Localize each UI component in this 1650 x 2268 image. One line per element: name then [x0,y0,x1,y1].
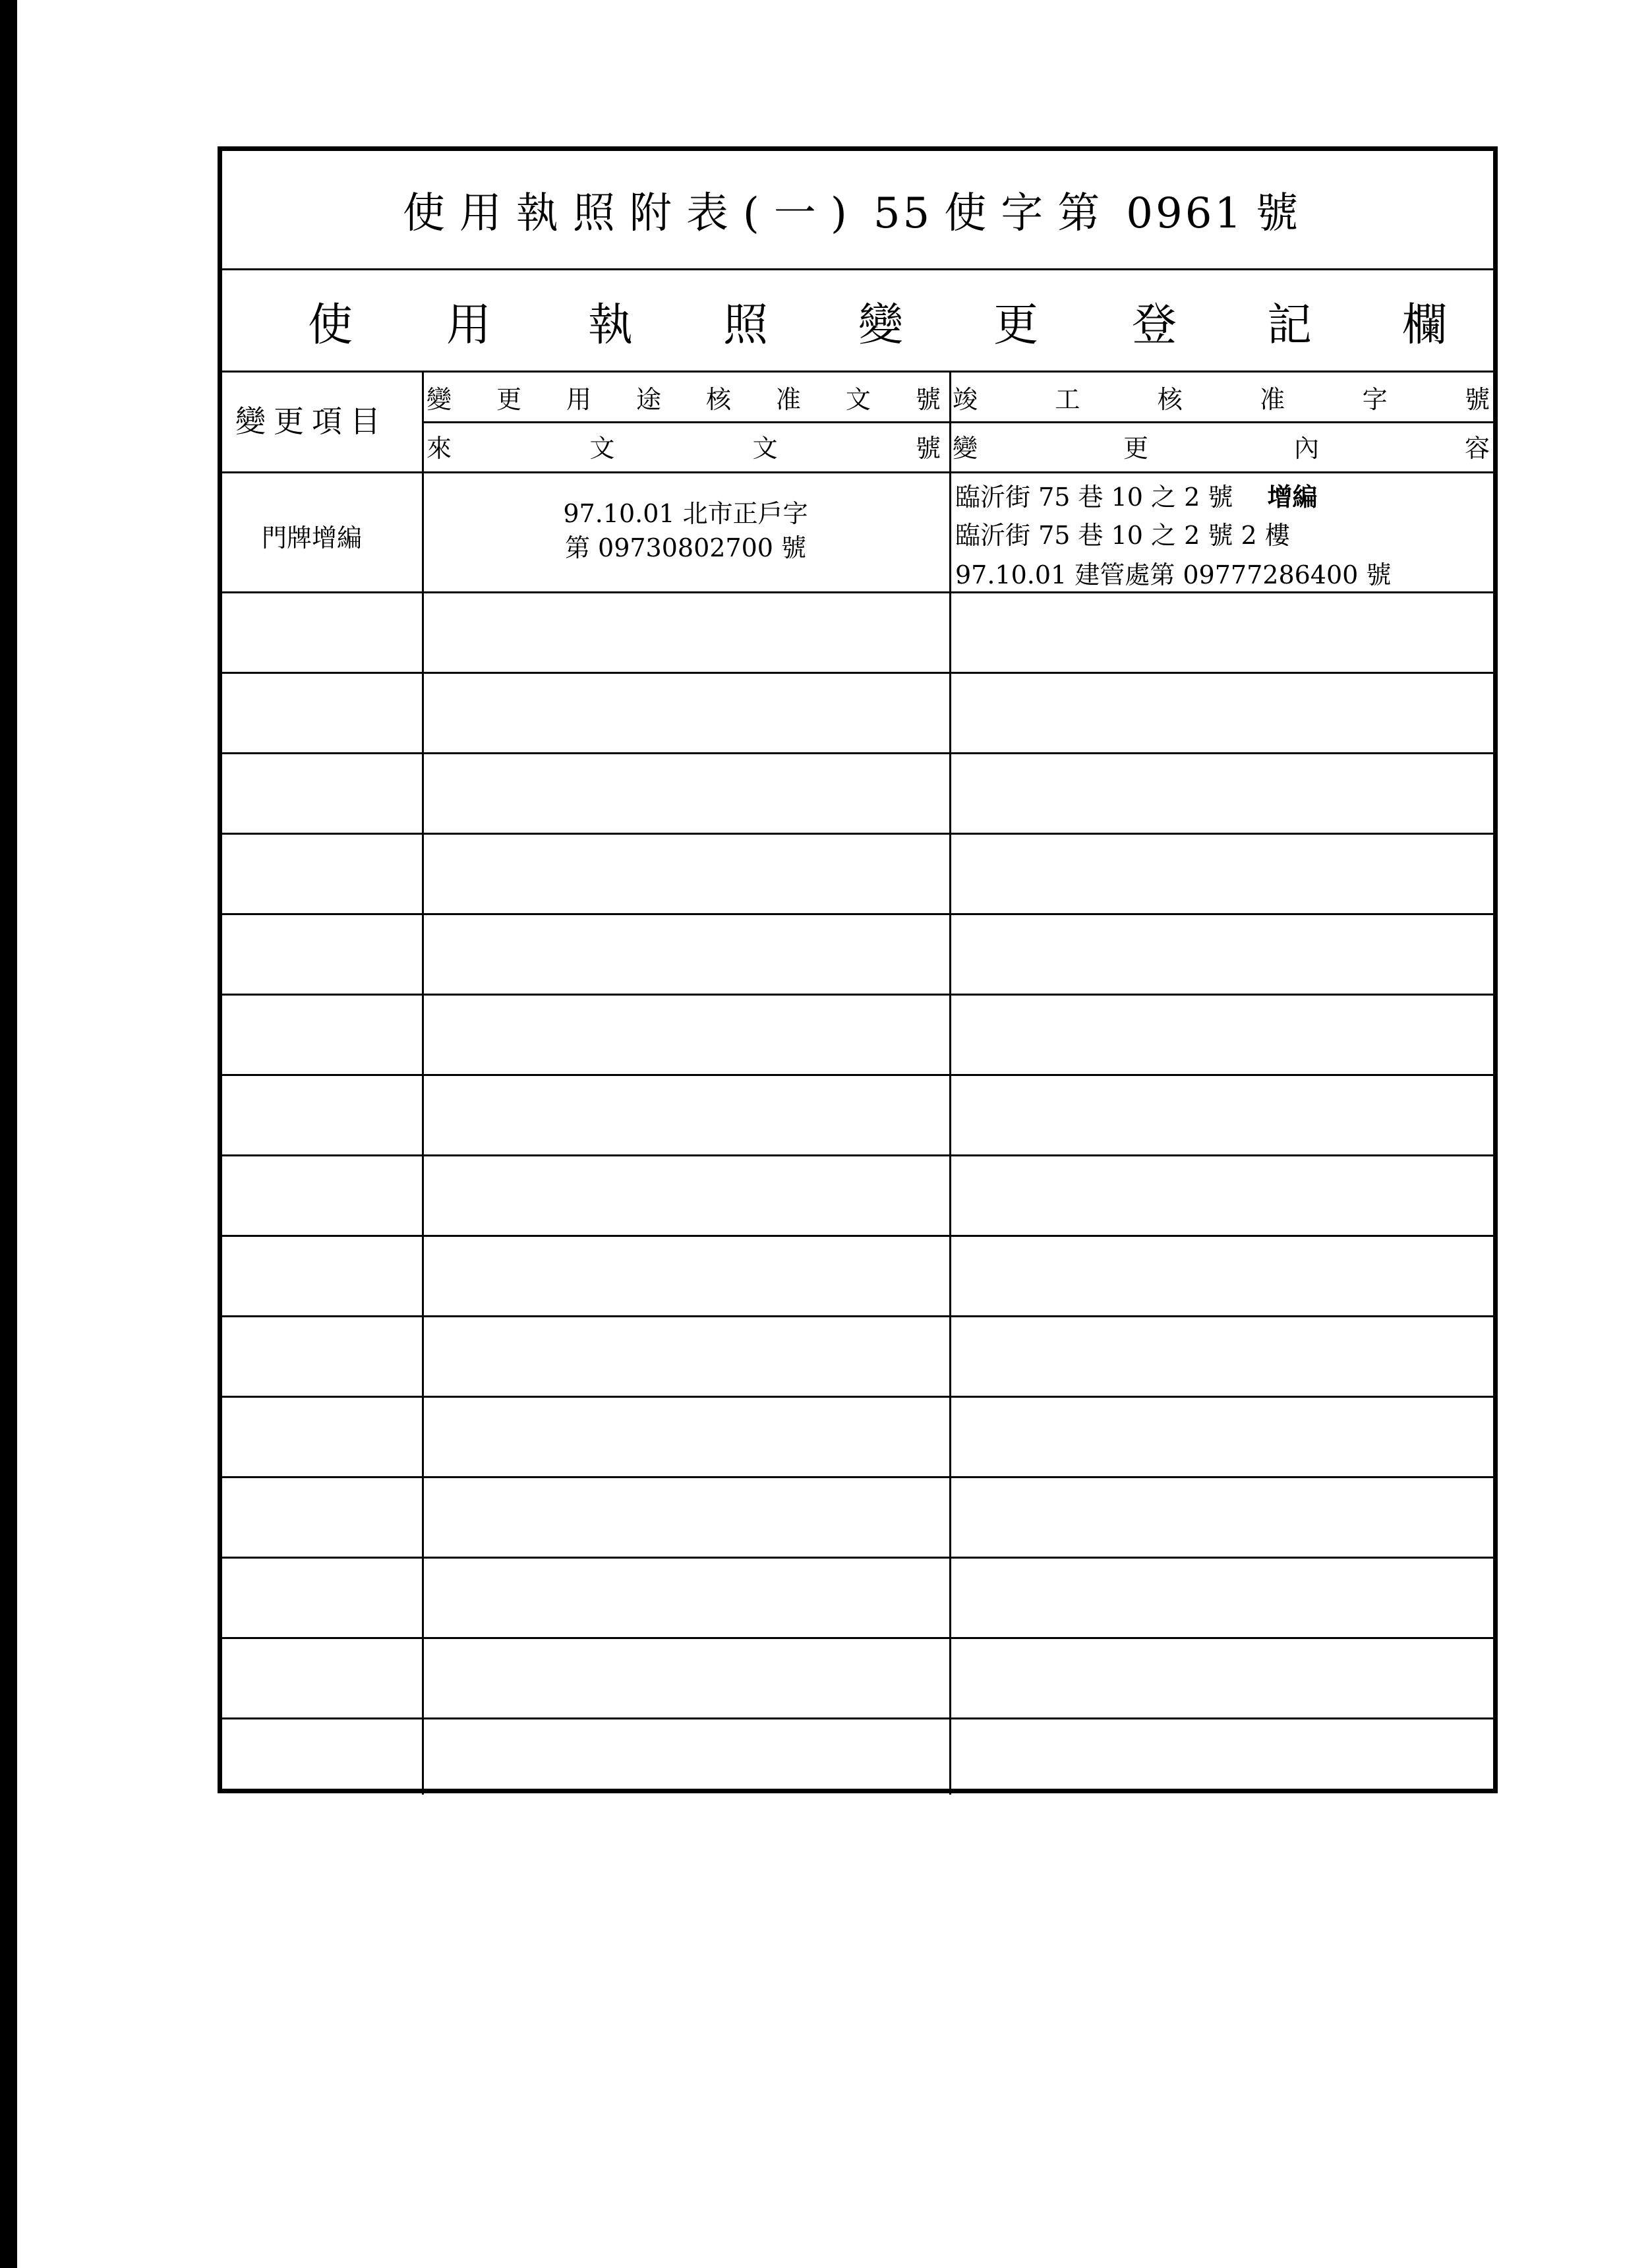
header-approval-no [427,379,941,415]
record-document-line2: 第 09730802700 號 [564,533,807,562]
header-char: 字 [1362,385,1388,414]
form-title [403,179,1312,240]
header-char: 來 [427,434,452,463]
subtitle-char: 欄 [1402,299,1448,351]
subtitle-char: 變 [858,299,904,351]
header-completion-no [953,379,1490,415]
header-char: 號 [1464,385,1490,414]
divider [222,752,1493,754]
header-char: 容 [1464,434,1490,463]
header-char: 變 [427,385,452,414]
divider [222,1315,1493,1317]
scan-edge [0,0,17,2268]
header-incoming-no [427,428,941,464]
header-char: 文 [589,434,615,463]
subtitle-char: 用 [446,299,492,351]
record-item: 門牌增編 [262,523,363,552]
column-divider [422,371,424,1795]
divider [222,833,1493,835]
header-char: 更 [1123,434,1148,463]
header-char: 途 [635,385,661,414]
header-char: 准 [775,385,801,414]
record-content-line2: 臨沂街 75 巷 10 之 2 號 2 樓 [955,521,1290,550]
divider [222,913,1493,915]
form-title-prefix: 使用執照附表(一) [402,189,862,238]
form-title-row [222,151,1493,268]
header-change-content [953,428,1490,464]
header-char: 號 [915,385,941,414]
divider [222,1557,1493,1559]
record-content-line1-row [955,477,1317,513]
header-char: 准 [1260,385,1285,414]
subtitle-char: 使 [308,299,353,351]
divider [222,471,1493,473]
header-char: 文 [752,434,778,463]
record-document [422,496,949,565]
divider [222,1154,1493,1156]
subtitle-char: 執 [588,299,633,351]
subtitle-char: 更 [993,299,1039,351]
usage-permit-form [218,146,1498,1793]
divider [222,371,1493,373]
form-title-middle: 使字第 [944,189,1115,238]
record-content-line1: 臨沂街 75 巷 10 之 2 號 [955,483,1233,512]
header-char: 文 [845,385,871,414]
header-subdivider [422,421,1498,423]
form-subtitle [222,268,1493,371]
header-char: 更 [496,385,521,414]
record-document-line1: 97.10.01 北市正戶字 [563,499,808,528]
divider [222,994,1493,996]
divider [222,1476,1493,1478]
header-char: 工 [1055,385,1080,414]
form-title-number: 55 [873,189,933,238]
column-divider [949,371,951,1795]
header-char: 變 [953,434,978,463]
divider [222,1235,1493,1237]
divider [222,1637,1493,1639]
record-content-tag: 增編 [1267,482,1318,512]
record-content-line3: 97.10.01 建管處第 09777286400 號 [955,560,1392,589]
header-char: 內 [1293,434,1319,463]
header-char: 號 [915,434,941,463]
header-char: 核 [705,385,731,414]
subtitle-char: 記 [1267,299,1312,351]
form-title-serial: 0961 [1126,189,1245,238]
divider [222,1396,1493,1398]
header-char: 用 [566,385,591,414]
divider [222,1717,1493,1719]
divider [222,1074,1493,1076]
subtitle-char: 登 [1132,299,1177,351]
header-char: 核 [1157,385,1183,414]
header-change-item: 變更項目 [235,403,388,439]
subtitle-char: 照 [723,299,769,351]
header-char: 竣 [953,385,978,414]
form-title-suffix: 號 [1256,189,1313,238]
divider [222,672,1493,674]
divider [222,591,1493,593]
